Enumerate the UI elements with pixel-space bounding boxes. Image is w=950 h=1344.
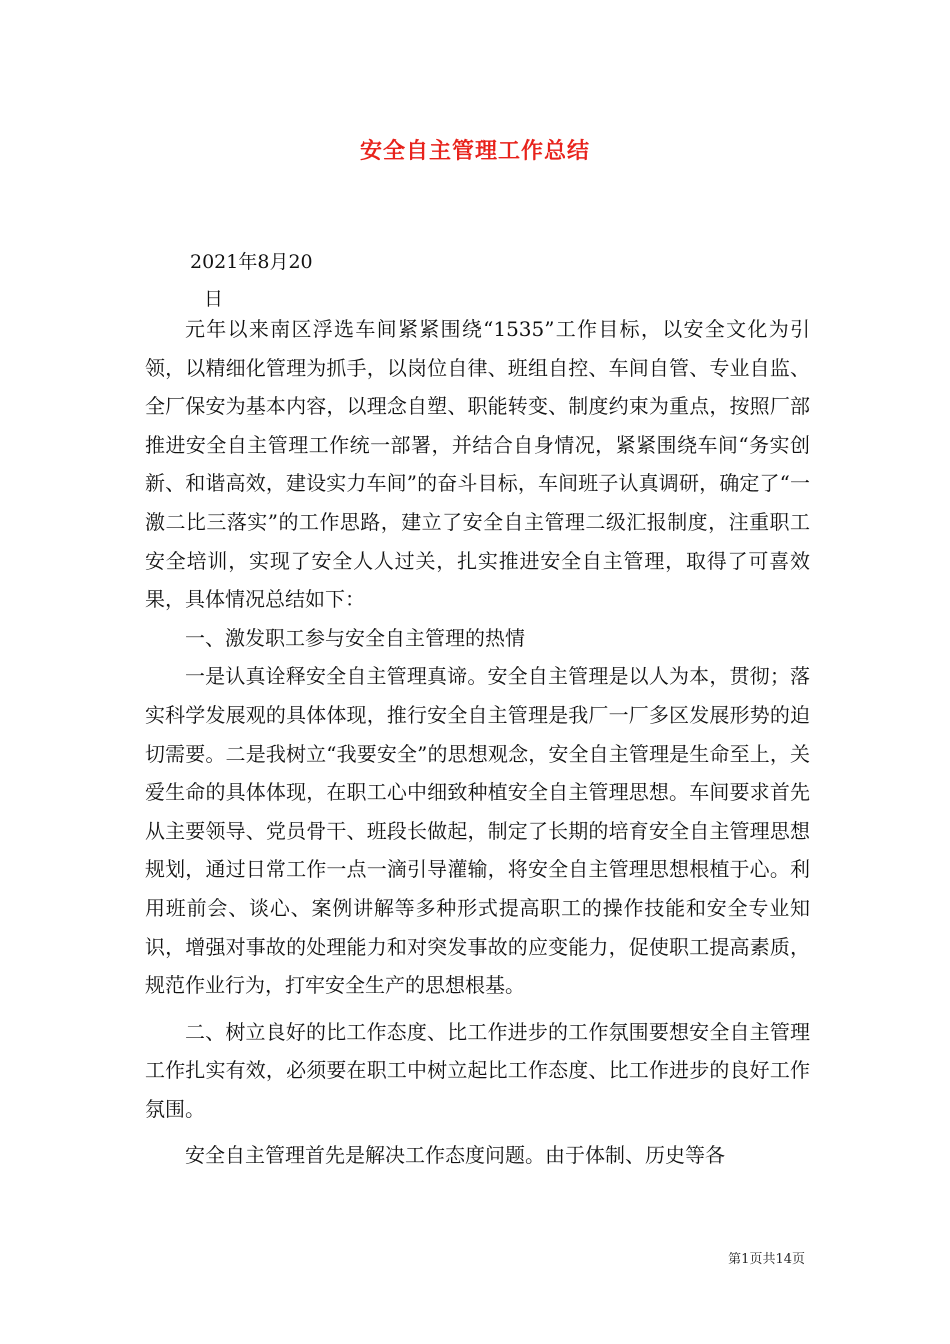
- paragraph-section-1: 一是认真诠释安全自主管理真谛。安全自主管理是以人为本，贯彻；落实科学发展观的具体体现，推行安全自主管理是我厂一厂多区发展形势的迫切需要。二是我树立“我要安全”的思想观念，安全自主管理是生命至上，关爱生命的具体体现，在职工心中细致种植安全自主管理思想。车间要求首先从主要领导、党员骨干、班段长做起，制定了长期的培育安全自主管理思想规划，通过日常工作一点一滴引导灌输，将安全自主管理思想根植于心。利用班前会、谈心、案例讲解等多种形式提高职工的操作技能和安全专业知识，增强对事故的处理能力和对突发事故的应变能力，促使职工提高素质，规范作业行为，打牢安全生产的思想根基。: [145, 664, 810, 998]
- date-line-1: 2021年8月20: [190, 251, 313, 273]
- date-line-2: 日: [204, 288, 224, 310]
- paragraph-intro: 元年以来南区浮选车间紧紧围绕“1535”工作目标，以安全文化为引领，以精细化管理为抓手，以岗位自律、班组自控、车间自管、专业自监、全厂保安为基本内容，以理念自塑、职能转变、制度约束为重点，按照厂部推进安全自主管理工作统一部署，并结合自身情况，紧紧围绕车间“务实创新、和谐高效，建设实力车间”的奋斗目标，车间班子认真调研，确定了“一激二比三落实”的工作思路，建立了安全自主管理二级汇报制度，注重职工安全培训，实现了安全人人过关，扎实推进安全自主管理，取得了可喜效果，具体情况总结如下：: [145, 317, 810, 612]
- page-number: 第1页共14页: [728, 1252, 805, 1267]
- document-title: 安全自主管理工作总结: [359, 138, 590, 164]
- section-heading-1: 一、激发职工参与安全自主管理的热情: [185, 625, 525, 650]
- document-body: [145, 310, 810, 1175]
- section-heading-2: 二、树立良好的比工作态度、比工作进步的工作氛围要想安全自主管理工作扎实有效，必须要在职工中树立起比工作态度、比工作进步的良好工作氛围。: [145, 1019, 810, 1121]
- paragraph-section-2: 安全自主管理首先是解决工作态度问题。由于体制、历史等各: [185, 1143, 725, 1168]
- document-date: [190, 244, 390, 318]
